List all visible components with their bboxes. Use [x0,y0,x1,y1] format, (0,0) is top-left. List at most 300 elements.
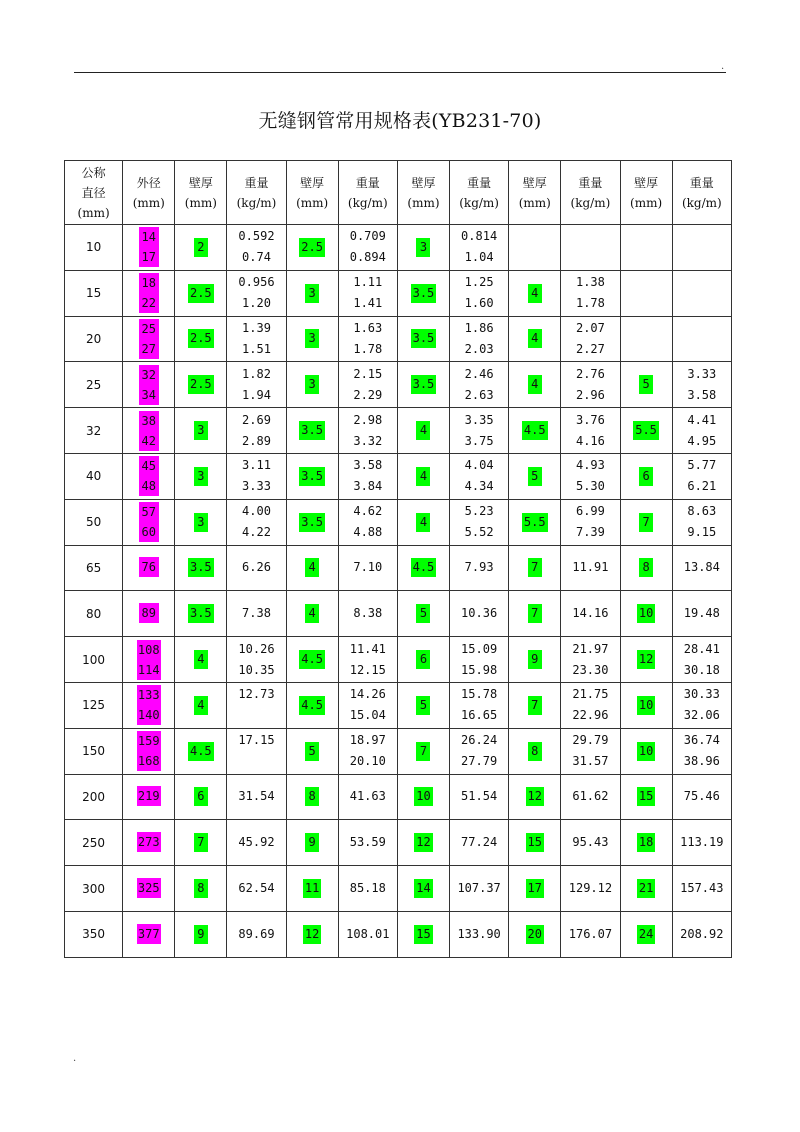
weight-value: 4.04 [464,458,494,473]
wall-thickness-value: 12 [637,650,655,669]
weight-value: 14.16 [572,606,609,621]
table-row [65,728,732,774]
weight-value: 107.37 [457,881,501,896]
wall-thickness-cell [620,499,672,545]
weight-value: 7.39 [575,525,605,540]
wall-thickness-value: 10 [414,787,432,806]
weight-value: 1.04 [464,250,494,265]
weight-value: 10.26 [238,641,275,656]
weight-cell [672,591,731,637]
outer-diameter-value: 22 [139,293,159,313]
wall-thickness-value: 10 [637,742,655,761]
weight-cell [338,499,397,545]
wall-thickness-cell [509,866,561,912]
wall-thickness-cell [286,362,338,408]
weight-cell [227,911,286,957]
header-wall-thickness: 壁厚 (mm) [175,161,227,225]
wall-thickness-value: 3.5 [411,375,437,394]
weight-value: 2.89 [242,433,271,448]
weight-cell [450,225,509,271]
wall-thickness-cell [509,408,561,454]
wall-thickness-value: 12 [414,833,432,852]
table-header-row [65,161,732,225]
weight-value: 2.69 [242,412,271,427]
weight-value: 13.84 [683,560,720,575]
weight-value: 1.39 [242,320,271,335]
wall-thickness-cell [620,682,672,728]
wall-thickness-cell [286,316,338,362]
weight-value: 3.35 [464,412,494,427]
header-weight: 重量 (kg/m) [561,161,620,225]
weight-value: 62.54 [238,881,275,896]
weight-value: 11.91 [572,560,609,575]
wall-thickness-cell [175,728,227,774]
wall-thickness-cell [175,362,227,408]
weight-cell [450,591,509,637]
weight-cell [450,453,509,499]
outer-diameter-value: 168 [137,751,161,771]
weight-cell [227,774,286,820]
weight-cell [672,866,731,912]
weight-value: 1.94 [242,387,271,402]
wall-thickness-cell [397,682,449,728]
weight-cell [450,911,509,957]
wall-thickness-value: 3 [416,238,430,257]
weight-value: 26.24 [461,733,498,748]
weight-value: 30.33 [683,687,720,702]
weight-cell [672,637,731,683]
table-row [65,499,732,545]
wall-thickness-cell [509,225,561,271]
wall-thickness-cell [286,453,338,499]
footer-mark: . [73,1053,77,1064]
weight-cell [338,591,397,637]
wall-thickness-value: 4 [194,696,208,715]
outer-diameter-value: 38 [139,411,159,431]
outer-diameter-cell [123,499,175,545]
weight-value: 15.98 [461,662,498,677]
wall-thickness-value: 5.5 [633,421,659,440]
pipe-spec-table [64,160,732,958]
wall-thickness-cell [509,453,561,499]
header-wall-thickness: 壁厚 (mm) [397,161,449,225]
weight-value: 7.93 [464,560,494,575]
weight-cell [672,911,731,957]
weight-value: 3.33 [242,479,271,494]
outer-diameter-value: 27 [139,339,159,359]
weight-value: 1.60 [464,296,494,311]
weight-value: 1.25 [464,275,494,290]
wall-thickness-value: 4.5 [299,650,325,669]
weight-cell [561,499,620,545]
wall-thickness-value: 7 [528,604,542,623]
nominal-diameter-cell: 20 [65,316,123,362]
weight-value: 157.43 [680,881,724,896]
wall-thickness-value: 10 [637,604,655,623]
wall-thickness-cell [509,591,561,637]
outer-diameter-value: 89 [139,603,159,623]
nominal-diameter-cell: 125 [65,682,123,728]
weight-cell [227,225,286,271]
wall-thickness-value: 8 [305,787,319,806]
weight-value: 21.75 [572,687,609,702]
weight-value: 89.69 [238,926,275,941]
wall-thickness-value: 9 [194,925,208,944]
weight-cell [338,728,397,774]
weight-value: 1.63 [353,320,383,335]
wall-thickness-cell [620,820,672,866]
weight-value: 38.96 [683,754,720,769]
wall-thickness-value: 2.5 [188,375,214,394]
weight-value: 2.98 [353,412,383,427]
wall-thickness-cell [397,820,449,866]
outer-diameter-value: 377 [137,924,161,944]
weight-cell [561,820,620,866]
wall-thickness-value: 4 [416,421,430,440]
wall-thickness-value: 3.5 [299,513,325,532]
wall-thickness-cell [509,362,561,408]
outer-diameter-cell [123,453,175,499]
table-row [65,591,732,637]
outer-diameter-cell [123,774,175,820]
wall-thickness-value: 2.5 [299,238,325,257]
wall-thickness-value: 6 [194,787,208,806]
weight-value: 0.592 [238,229,275,244]
nominal-diameter-cell: 350 [65,911,123,957]
weight-value: 4.22 [242,525,271,540]
wall-thickness-cell [175,453,227,499]
wall-thickness-cell [397,362,449,408]
weight-value: 14.26 [349,687,386,702]
wall-thickness-cell [509,316,561,362]
outer-diameter-value: 48 [139,476,159,496]
wall-thickness-cell [286,637,338,683]
wall-thickness-cell [286,270,338,316]
weight-cell [450,682,509,728]
outer-diameter-value: 42 [139,431,159,451]
weight-value: 8.38 [353,606,383,621]
nominal-diameter-cell: 40 [65,453,123,499]
weight-cell [227,316,286,362]
wall-thickness-cell [620,316,672,362]
wall-thickness-value: 9 [528,650,542,669]
wall-thickness-cell [620,545,672,591]
header-weight: 重量 (kg/m) [227,161,286,225]
wall-thickness-cell [509,637,561,683]
outer-diameter-value: 60 [139,522,159,542]
outer-diameter-value: 34 [139,385,159,405]
weight-cell [450,728,509,774]
weight-value: 108.01 [346,926,390,941]
weight-value: 6.26 [242,560,271,575]
weight-value: 28.41 [683,641,720,656]
table-row [65,408,732,454]
wall-thickness-cell [620,728,672,774]
outer-diameter-cell [123,637,175,683]
table-row [65,545,732,591]
wall-thickness-cell [509,270,561,316]
header-wall-thickness: 壁厚 (mm) [286,161,338,225]
weight-cell [561,774,620,820]
outer-diameter-cell [123,591,175,637]
table-row [65,682,732,728]
weight-cell [450,774,509,820]
weight-value: 3.84 [353,479,383,494]
weight-value: 7.10 [353,560,383,575]
weight-cell [672,270,731,316]
weight-value: 1.51 [242,341,271,356]
weight-cell [450,316,509,362]
weight-cell [338,820,397,866]
weight-cell [672,774,731,820]
weight-value: 176.07 [568,926,613,941]
wall-thickness-value: 24 [637,925,655,944]
header-nominal-diameter: 公称 直径 (mm) [65,161,123,225]
weight-value: 12.15 [349,662,386,677]
outer-diameter-cell [123,545,175,591]
outer-diameter-cell [123,408,175,454]
wall-thickness-cell [397,866,449,912]
wall-thickness-value: 6 [639,467,653,486]
wall-thickness-cell [509,545,561,591]
weight-cell [338,637,397,683]
wall-thickness-cell [397,453,449,499]
wall-thickness-cell [175,408,227,454]
weight-cell [561,453,620,499]
outer-diameter-value: 57 [139,502,159,522]
weight-cell [227,820,286,866]
weight-cell [561,728,620,774]
outer-diameter-cell [123,316,175,362]
weight-value: 0.956 [238,275,275,290]
wall-thickness-cell [509,682,561,728]
wall-thickness-cell [397,270,449,316]
weight-cell [338,911,397,957]
header-outer-diameter: 外径 (mm) [123,161,175,225]
wall-thickness-cell [175,225,227,271]
wall-thickness-value: 4.5 [299,696,325,715]
weight-cell [338,453,397,499]
weight-value: 41.63 [349,789,386,804]
weight-value: 6.99 [575,504,605,519]
wall-thickness-value: 3 [305,375,319,394]
wall-thickness-value: 14 [414,879,432,898]
table-row [65,820,732,866]
weight-cell [561,866,620,912]
wall-thickness-value: 4.5 [522,421,548,440]
weight-value: 85.18 [349,881,386,896]
weight-value: 15.09 [461,641,498,656]
weight-value: 1.41 [353,296,383,311]
weight-value: 1.20 [242,296,271,311]
header-weight: 重量 (kg/m) [338,161,397,225]
weight-cell [672,225,731,271]
weight-cell [227,866,286,912]
weight-cell [227,545,286,591]
weight-cell [338,362,397,408]
weight-value: 2.46 [464,366,494,381]
wall-thickness-value: 7 [416,742,430,761]
wall-thickness-value: 3.5 [299,421,325,440]
table-row [65,774,732,820]
weight-value: 17.15 [238,733,275,748]
weight-cell [561,270,620,316]
wall-thickness-cell [397,774,449,820]
wall-thickness-cell [175,545,227,591]
outer-diameter-value: 14 [139,227,159,247]
wall-thickness-value: 20 [526,925,544,944]
weight-value: 1.38 [575,275,605,290]
weight-value: 53.59 [349,835,386,850]
nominal-diameter-cell: 15 [65,270,123,316]
wall-thickness-value: 12 [526,787,544,806]
wall-thickness-cell [620,911,672,957]
wall-thickness-value: 2.5 [188,329,214,348]
wall-thickness-value: 7 [528,696,542,715]
weight-cell [561,682,620,728]
wall-thickness-cell [620,591,672,637]
wall-thickness-value: 11 [303,879,321,898]
weight-cell [450,866,509,912]
weight-value: 15.78 [461,687,498,702]
outer-diameter-cell [123,270,175,316]
weight-value: 5.23 [464,504,494,519]
wall-thickness-value: 5 [416,604,430,623]
outer-diameter-cell [123,682,175,728]
wall-thickness-value: 4 [528,329,542,348]
wall-thickness-cell [509,911,561,957]
weight-cell [338,545,397,591]
weight-cell [227,453,286,499]
wall-thickness-cell [286,499,338,545]
weight-value: 10.36 [461,606,498,621]
weight-value: 4.88 [353,525,383,540]
weight-cell [450,545,509,591]
weight-value: 3.75 [464,433,494,448]
weight-value: 3.58 [687,387,717,402]
wall-thickness-cell [620,362,672,408]
wall-thickness-value: 8 [639,558,653,577]
wall-thickness-cell [509,499,561,545]
table-row [65,866,732,912]
weight-value [227,751,285,772]
wall-thickness-value: 8 [528,742,542,761]
weight-value: 1.82 [242,366,271,381]
outer-diameter-value: 114 [137,660,161,680]
wall-thickness-cell [175,637,227,683]
wall-thickness-cell [397,316,449,362]
weight-value: 133.90 [457,926,501,941]
weight-value: 2.63 [464,387,494,402]
weight-value: 3.58 [353,458,383,473]
wall-thickness-cell [175,499,227,545]
weight-value: 95.43 [572,835,609,850]
weight-value: 18.97 [349,733,386,748]
wall-thickness-value: 4 [528,375,542,394]
wall-thickness-cell [286,545,338,591]
outer-diameter-value: 219 [137,786,161,806]
wall-thickness-value: 5 [305,742,319,761]
wall-thickness-cell [620,866,672,912]
weight-cell [672,499,731,545]
wall-thickness-cell [397,591,449,637]
nominal-diameter-cell: 25 [65,362,123,408]
outer-diameter-value: 76 [139,557,159,577]
weight-cell [672,545,731,591]
wall-thickness-cell [620,408,672,454]
wall-thickness-value: 4 [528,284,542,303]
outer-diameter-value: 133 [137,685,161,705]
wall-thickness-cell [620,225,672,271]
weight-cell [672,682,731,728]
wall-thickness-cell [286,728,338,774]
wall-thickness-cell [286,225,338,271]
wall-thickness-cell [175,911,227,957]
weight-cell [672,820,731,866]
nominal-diameter-cell: 150 [65,728,123,774]
weight-value: 2.15 [353,366,383,381]
weight-cell [338,866,397,912]
weight-value: 5.77 [687,458,717,473]
weight-cell [338,408,397,454]
wall-thickness-cell [175,866,227,912]
wall-thickness-cell [397,408,449,454]
page-title: 无缝钢管常用规格表(YB231-70) [258,110,542,132]
weight-value: 0.894 [349,250,386,265]
wall-thickness-value: 3.5 [411,284,437,303]
weight-value: 4.62 [353,504,383,519]
weight-cell [227,270,286,316]
weight-value: 0.814 [461,229,498,244]
weight-value: 20.10 [349,754,386,769]
wall-thickness-cell [175,316,227,362]
header-rule [74,72,726,73]
nominal-diameter-cell: 300 [65,866,123,912]
outer-diameter-value: 45 [139,456,159,476]
weight-value: 21.97 [572,641,609,656]
weight-cell [227,591,286,637]
weight-cell [561,545,620,591]
wall-thickness-value: 21 [637,879,655,898]
weight-cell [227,637,286,683]
weight-value: 22.96 [572,708,609,723]
table-row [65,911,732,957]
weight-value: 4.93 [575,458,605,473]
wall-thickness-value: 4 [194,650,208,669]
weight-value: 23.30 [572,662,609,677]
wall-thickness-value: 18 [637,833,655,852]
wall-thickness-cell [286,774,338,820]
table-row [65,637,732,683]
wall-thickness-value: 3 [305,284,319,303]
outer-diameter-value: 32 [139,365,159,385]
weight-value: 4.95 [687,433,717,448]
weight-cell [227,682,286,728]
weight-value: 7.38 [242,606,271,621]
weight-value: 208.92 [680,926,724,941]
weight-cell [450,499,509,545]
weight-value: 51.54 [461,789,498,804]
weight-value: 0.709 [349,229,386,244]
weight-value: 1.78 [353,341,383,356]
outer-diameter-value: 25 [139,319,159,339]
outer-diameter-cell [123,911,175,957]
weight-cell [338,682,397,728]
weight-cell [227,408,286,454]
weight-value: 4.16 [575,433,605,448]
outer-diameter-value: 18 [139,273,159,293]
weight-cell [450,637,509,683]
